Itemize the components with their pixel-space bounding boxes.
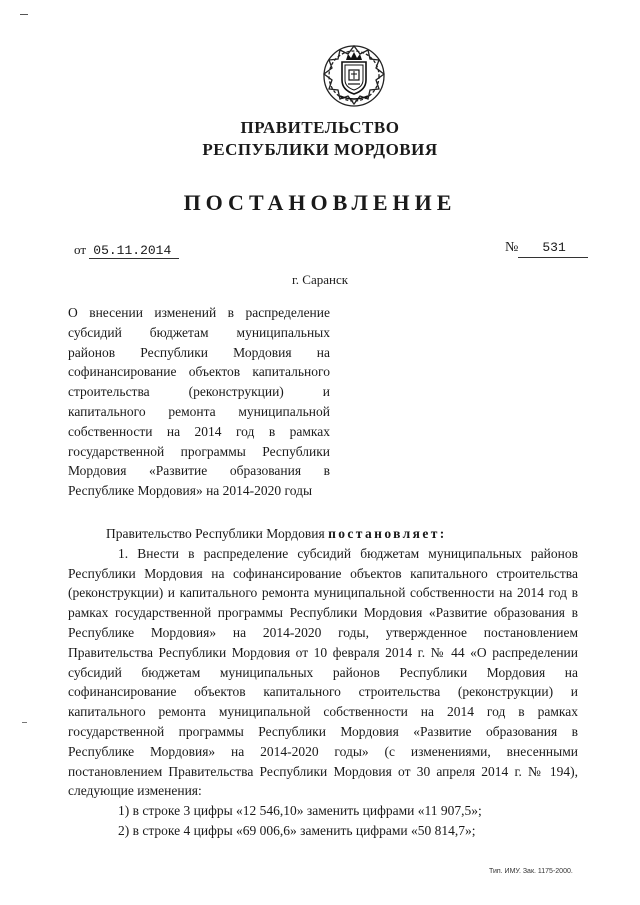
document-subject: О внесении изменений в распределение субсидий бюджетам муниципальных районов Республики Мордовия на софинансирование объектов капитального строительства (реконструкции) и капитального ремонта муниципальной собственности на 2014 год в рамках государственной программы Республики Мордовия «Развитие образования в Республике Мордовия» на 2014-2020 годы [68, 305, 330, 499]
paragraph-1: 1. Внести в распределение субсидий бюджетам муниципальных районов Республики Мордовия на софинансирование объектов капитального строительства (реконструкции) и капитального ремонта муниципальной собственности на 2014 год в рамках государственной программы Республики Мордовия «Развитие образования в Республике Мордовия» на 2014-2020 годы, утвержденное постановлением Правительства Республики Мордовия от 10 февраля 2014 г. № 44 «О распределении субсидий бюджетам муниципальных районов Республики Мордовия на софинансирование объектов капитального строительства (реконструкции) и капитального ремонта муниципальной собственности на 2014 год в рамках государственной программы Республики Мордовия «Развитие образования в Республике Мордовия» на 2014-2020 годы» (с изменениями, внесенными постановлением Правительства Республики Мордовия от 30 апреля 2014 г. № 194), следующие изменения: [68, 545, 578, 799]
number-prefix: № [505, 240, 519, 255]
date-value: 05.11.2014 [89, 243, 179, 259]
margin-mark [22, 722, 27, 723]
government-title-line1: ПРАВИТЕЛЬСТВО [240, 118, 400, 137]
date-prefix: от [74, 242, 87, 257]
print-mark: Тип. ИМУ. Зак. 1175-2000. [489, 868, 573, 875]
intro-action: постановляет: [328, 526, 447, 541]
government-title-line2: РЕСПУБЛИКИ МОРДОВИЯ [202, 140, 438, 159]
body-intro [68, 524, 578, 544]
number-value: 531 [518, 240, 588, 258]
list-item-2: 2) в строке 4 цифры «69 006,6» заменить цифрами «50 814,7»; [118, 822, 476, 838]
list-item-1: 1) в строке 3 цифры «12 546,10» заменить цифрами «11 907,5»; [118, 803, 482, 819]
document-number [505, 240, 588, 258]
corner-mark [20, 14, 28, 15]
document-type: ПОСТАНОВЛЕНИЕ [183, 190, 457, 215]
document-body [68, 524, 578, 841]
city: г. Саранск [291, 272, 349, 287]
intro-text: Правительство Республики Мордовия [106, 526, 325, 541]
mordovia-coat-of-arms-icon [318, 40, 390, 112]
document-date [74, 242, 179, 259]
